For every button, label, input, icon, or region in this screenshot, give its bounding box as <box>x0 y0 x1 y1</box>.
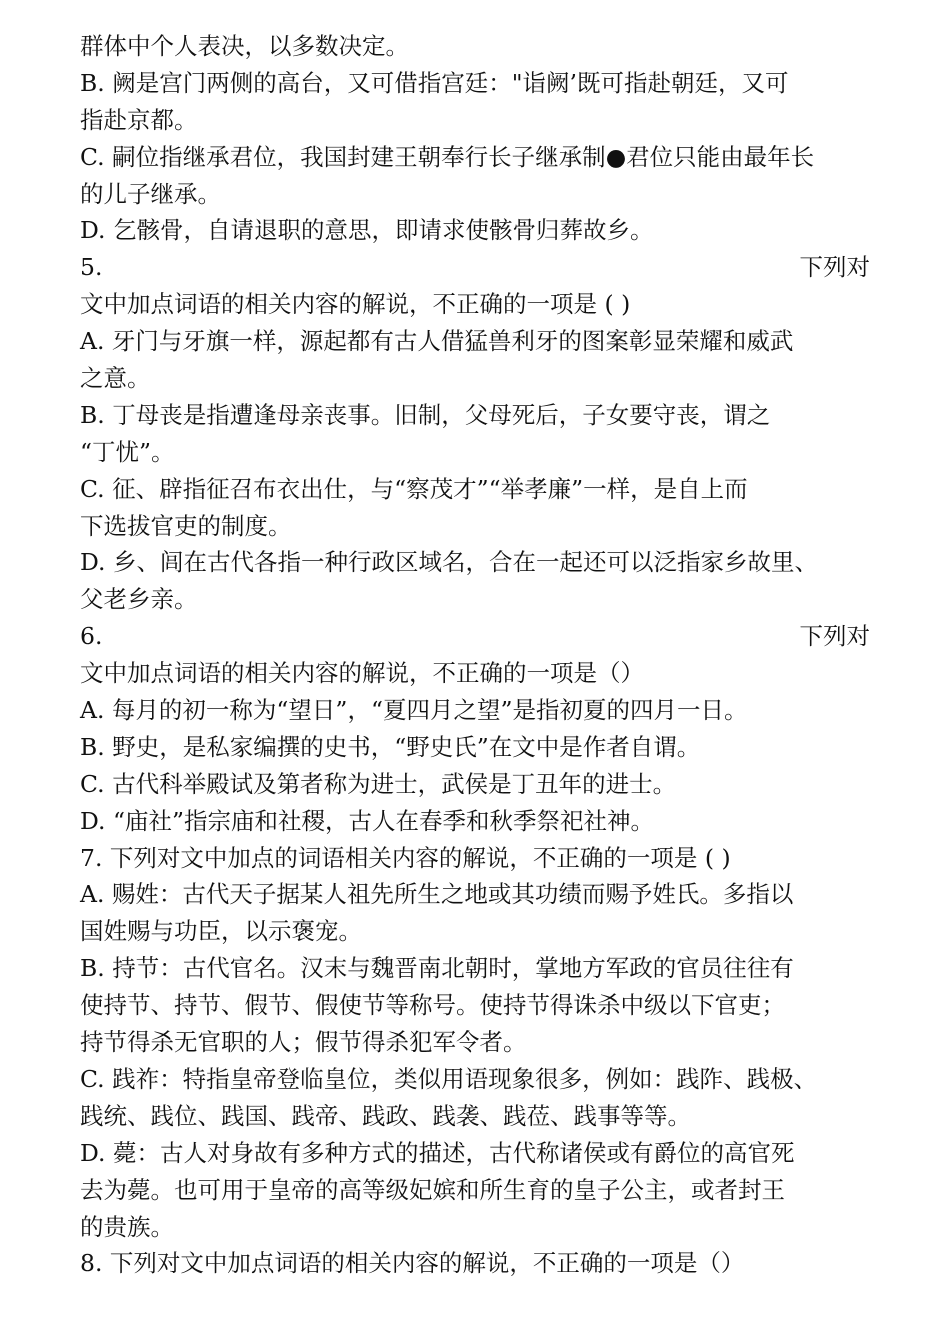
text-line: A. 赐姓：古代天子据某人祖先所生之地或其功绩而赐予姓氏。多指以 <box>80 880 794 909</box>
question-lead: 下列对 <box>799 622 870 651</box>
question-5-header <box>80 249 870 286</box>
text-line: C. 嗣位指继承君位，我国封建王朝奉行长子继承制●君位只能由最年长 <box>80 142 815 171</box>
text-line: D. 薨：古人对身故有多种方式的描述，古代称诸侯或有爵位的高官死 <box>80 1138 795 1167</box>
text-line: 8. 下列对文中加点词语的相关内容的解说，不正确的一项是（） <box>80 1249 745 1278</box>
text-line: B. 阙是宫门两侧的高台，又可借指宫廷："诣阙’既可指赴朝廷，又可 <box>80 68 789 97</box>
question-lead: 下列对 <box>799 253 870 282</box>
text-line: C. 古代科举殿试及第者称为进士，武侯是丁丑年的进士。 <box>80 769 677 798</box>
text-line: “丁忧”。 <box>80 437 175 466</box>
text-line: 的贵族。 <box>80 1212 174 1241</box>
text-line: 下选拔官吏的制度。 <box>80 511 292 540</box>
text-line: A. 每月的初一称为“望日”，“夏四月之望”是指初夏的四月一日。 <box>80 696 748 725</box>
text-line: 父老乡亲。 <box>80 585 198 614</box>
text-line: D. 乡、闾在古代各指一种行政区域名，合在一起还可以泛指家乡故里、 <box>80 548 818 577</box>
text-line: A. 牙门与牙旗一样，源起都有古人借猛兽利牙的图案彰显荣耀和威武 <box>80 327 794 356</box>
text-line: 文中加点词语的相关内容的解说，不正确的一项是（） <box>80 659 644 688</box>
text-line: 国姓赐与功臣，以示褒宠。 <box>80 917 362 946</box>
text-line: D. 乞骸骨，自请退职的意思，即请求使骸骨归葬故乡。 <box>80 216 654 245</box>
text-line: B. 持节：古代官名。汉末与魏晋南北朝时，掌地方军政的官员往往有 <box>80 954 794 983</box>
text-line: 的儿子继承。 <box>80 179 221 208</box>
text-line: 持节得杀无官职的人；假节得杀犯军令者。 <box>80 1028 527 1057</box>
text-line: D. “庙社”指宗庙和社稷，古人在春季和秋季祭祀社神。 <box>80 806 654 835</box>
text-line: 践统、践位、践国、践帝、践政、践袭、践莅、践事等等。 <box>80 1101 691 1130</box>
question-6-header <box>80 618 870 655</box>
text-line: 使持节、持节、假节、假使节等称号。使持节得诛杀中级以下官吏； <box>80 991 785 1020</box>
text-line: 7. 下列对文中加点的词语相关内容的解说，不正确的一项是 ( ) <box>80 843 731 872</box>
text-line: 文中加点词语的相关内容的解说，不正确的一项是 ( ) <box>80 290 631 319</box>
text-line: 之意。 <box>80 364 151 393</box>
text-line: C. 征、辟指征召布衣出仕，与“察茂才”“举孝廉”一样，是自上而 <box>80 474 748 503</box>
text-line: B. 丁母丧是指遭逢母亲丧事。旧制，父母死后，子女要守丧，谓之 <box>80 400 771 429</box>
question-number: 6. <box>80 622 103 651</box>
question-number: 5. <box>80 253 103 282</box>
text-line: C. 践祚：特指皇帝登临皇位，类似用语现象很多，例如：践阼、践极、 <box>80 1064 818 1093</box>
text-line: B. 野史，是私家编撰的史书，“野史氏”在文中是作者自谓。 <box>80 732 701 761</box>
text-line: 群体中个人表决，以多数决定。 <box>80 32 409 60</box>
text-line: 去为薨。也可用于皇帝的高等级妃嫔和所生育的皇子公主，或者封王 <box>80 1175 785 1204</box>
text-line: 指赴京都。 <box>80 105 198 134</box>
document-page <box>80 28 870 1282</box>
